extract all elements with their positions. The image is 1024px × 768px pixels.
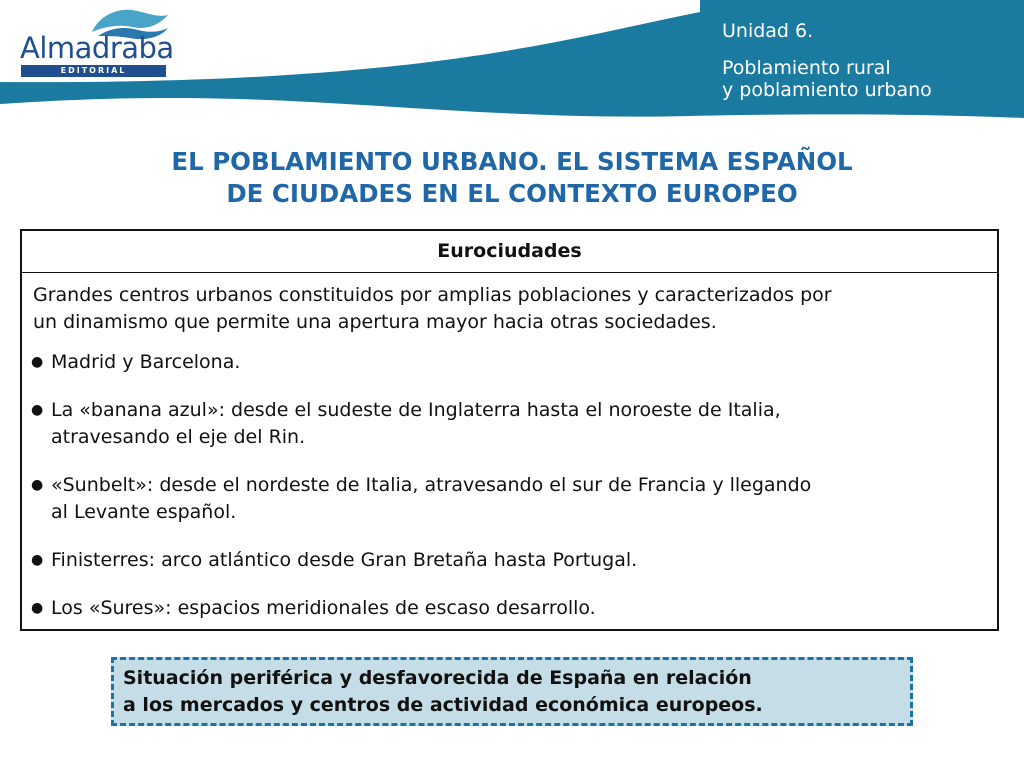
page-title-line: EL POBLAMIENTO URBANO. EL SISTEMA ESPAÑOL — [171, 147, 853, 176]
logo-subtitle: EDITORIAL — [21, 65, 166, 77]
list-item-text: atravesando el eje del Rin. — [51, 426, 306, 448]
eurociudades-table — [20, 229, 999, 631]
list-item-text: Madrid y Barcelona. — [51, 351, 241, 373]
page-title — [0, 146, 1024, 210]
table-intro — [33, 282, 993, 336]
list-item-text: al Levante español. — [51, 501, 237, 523]
intro-line: un dinamismo que permite una apertura mayor hacia otras sociedades. — [33, 311, 717, 333]
page-title-line: DE CIUDADES EN EL CONTEXTO EUROPEO — [226, 179, 798, 208]
unit-title-line: y poblamiento urbano — [722, 79, 932, 101]
bullet-icon: ● — [31, 402, 44, 418]
bullet-icon: ● — [31, 600, 44, 616]
conclusion-note — [111, 657, 913, 726]
bullet-icon: ● — [31, 354, 44, 370]
unit-title — [722, 57, 1012, 101]
table-header: Eurociudades — [22, 231, 997, 273]
list-item-text: Los «Sures»: espacios meridionales de escaso desarrollo. — [51, 597, 596, 619]
unit-number: Unidad 6. — [722, 20, 814, 42]
bullet-icon: ● — [31, 477, 44, 493]
bullet-icon: ● — [31, 552, 44, 568]
note-line: Situación periférica y desfavorecida de España en relación — [123, 667, 752, 689]
list-item-text: «Sunbelt»: desde el nordeste de Italia, atravesando el sur de Francia y llegando — [51, 474, 812, 496]
note-line: a los mercados y centros de actividad económica europeos. — [123, 694, 763, 716]
list-item-text: La «banana azul»: desde el sudeste de Inglaterra hasta el noroeste de Italia, — [51, 399, 781, 421]
logo-wordmark: Almadraba — [20, 31, 174, 65]
unit-title-line: Poblamiento rural — [722, 57, 891, 79]
intro-line: Grandes centros urbanos constituidos por amplias poblaciones y caracterizados por — [33, 284, 832, 306]
list-item-text: Finisterres: arco atlántico desde Gran Bretaña hasta Portugal. — [51, 549, 638, 571]
